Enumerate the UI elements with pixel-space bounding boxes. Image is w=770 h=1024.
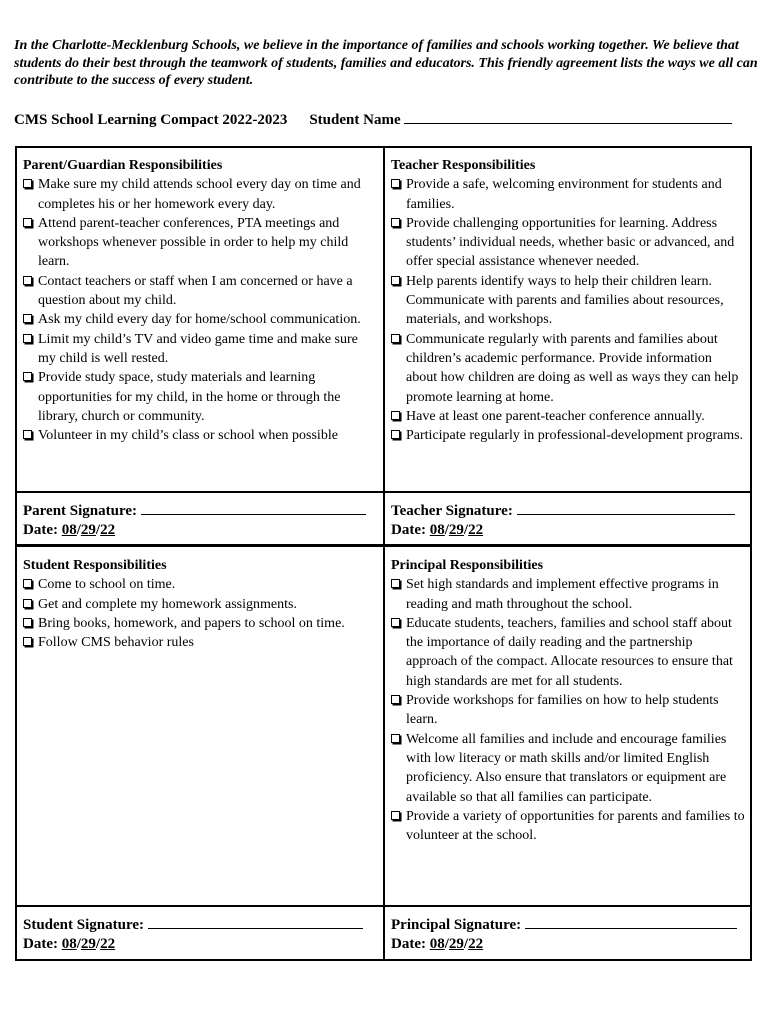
principal-signature-field[interactable]	[525, 916, 737, 929]
checklist-item	[23, 214, 379, 272]
checklist-item-text: Attend parent-teacher conferences, PTA meetings and workshops whenever possible in order to help my child learn.	[38, 215, 349, 270]
student-responsibilities-list	[23, 575, 379, 652]
compact-table	[15, 146, 752, 961]
checklist-item	[23, 614, 379, 633]
checklist-item-text: Provide study space, study materials and learning opportunities for my child, in the home or through the library, church or community.	[38, 370, 341, 424]
checklist-item-text: Bring books, homework, and papers to school on time.	[38, 615, 345, 631]
checklist-item-text: Communicate regularly with parents and families about children’s academic performance. Provide information about how children are doing as well as ways they can help promote learning at home.	[406, 331, 739, 405]
checklist-item	[391, 691, 746, 730]
checklist-item	[23, 330, 379, 369]
parent-responsibilities-cell	[17, 148, 383, 445]
parent-signature-field[interactable]	[141, 502, 366, 515]
checklist-item-text: Come to school on time.	[38, 577, 176, 593]
checklist-item	[391, 426, 746, 445]
checkbox-icon[interactable]	[391, 734, 400, 743]
student-date: Date: 08/29/22	[23, 936, 116, 952]
checklist-item-text: Educate students, teachers, families and school staff about the importance of daily reading and the partnership approach of the compact. Allocate resources to ensure that high standards are met for all students.	[406, 615, 733, 689]
checklist-item-text: Set high standards and implement effective programs in reading and math throughout the school.	[406, 577, 719, 612]
checkbox-icon[interactable]	[23, 314, 32, 323]
checkbox-icon[interactable]	[391, 695, 400, 704]
compact-heading	[14, 111, 759, 129]
parent-date: Date: 08/29/22	[23, 522, 116, 538]
checklist-item-text: Make sure my child attends school every day on time and completes his or her homework every day.	[38, 177, 361, 212]
checklist-item	[391, 575, 746, 614]
checklist-item-text: Provide workshops for families on how to help students learn.	[406, 693, 719, 728]
student-name-field[interactable]	[404, 111, 732, 124]
checklist-item	[23, 595, 379, 614]
student-signature-field[interactable]	[148, 916, 363, 929]
checkbox-icon[interactable]	[23, 637, 32, 646]
checklist-item	[23, 175, 379, 214]
checklist-item	[23, 310, 379, 329]
parent-signature-label: Parent Signature:	[23, 503, 138, 519]
checkbox-icon[interactable]	[391, 579, 400, 588]
checklist-item	[391, 214, 746, 272]
parent-signature-cell	[17, 494, 383, 540]
student-responsibilities-cell	[17, 547, 383, 652]
principal-responsibilities-cell	[385, 547, 750, 845]
checklist-item	[391, 407, 746, 426]
teacher-signature-label: Teacher Signature:	[391, 503, 513, 519]
checkbox-icon[interactable]	[23, 618, 32, 627]
checklist-item-text: Welcome all families and include and encourage families with low literacy or math skills and/or limited English proficiency. Also ensure that translators or equipment are available so that all families can participate.	[406, 731, 727, 805]
checkbox-icon[interactable]	[391, 411, 400, 420]
row-divider	[17, 491, 750, 493]
teacher-responsibilities-list	[391, 175, 746, 445]
student-responsibilities-title: Student Responsibilities	[23, 558, 167, 573]
parent-responsibilities-title: Parent/Guardian Responsibilities	[23, 158, 223, 173]
checklist-item	[23, 272, 379, 311]
principal-responsibilities-title: Principal Responsibilities	[391, 558, 544, 573]
student-signature-label: Student Signature:	[23, 917, 144, 933]
checklist-item-text: Participate regularly in professional-development programs.	[406, 428, 744, 444]
teacher-date: Date: 08/29/22	[391, 522, 484, 538]
checkbox-icon[interactable]	[391, 811, 400, 820]
student-name-label: Student Name	[309, 112, 401, 128]
checklist-item-text: Help parents identify ways to help their children learn. Communicate with parents and families about resources, materials, and workshops.	[406, 273, 724, 328]
principal-responsibilities-list	[391, 575, 746, 845]
checklist-item-text: Get and complete my homework assignments.	[38, 596, 297, 612]
checklist-item	[23, 368, 379, 426]
checkbox-icon[interactable]	[391, 618, 400, 627]
checkbox-icon[interactable]	[23, 276, 32, 285]
teacher-responsibilities-title: Teacher Responsibilities	[391, 158, 536, 173]
checklist-item	[391, 730, 746, 807]
checklist-item	[23, 633, 379, 652]
checklist-item-text: Volunteer in my child’s class or school when possible	[38, 428, 338, 444]
principal-signature-label: Principal Signature:	[391, 917, 522, 933]
checklist-item	[391, 807, 746, 846]
checklist-item-text: Provide challenging opportunities for learning. Address students’ individual needs, whether basic or advanced, and offer special assistance whenever needed.	[406, 215, 735, 270]
checklist-item-text: Follow CMS behavior rules	[38, 635, 194, 651]
checkbox-icon[interactable]	[391, 430, 400, 439]
checkbox-icon[interactable]	[23, 179, 32, 188]
checkbox-icon[interactable]	[391, 334, 400, 343]
checklist-item-text: Contact teachers or staff when I am concerned or have a question about my child.	[38, 273, 353, 309]
checklist-item	[23, 426, 379, 445]
principal-date: Date: 08/29/22	[391, 936, 484, 952]
checkbox-icon[interactable]	[23, 218, 32, 227]
checklist-item	[391, 614, 746, 691]
checkbox-icon[interactable]	[23, 579, 32, 588]
student-signature-cell	[17, 907, 383, 954]
checklist-item	[391, 175, 746, 214]
checklist-item	[23, 575, 379, 594]
teacher-signature-cell	[385, 494, 750, 540]
checkbox-icon[interactable]	[23, 334, 32, 343]
checklist-item-text: Provide a variety of opportunities for parents and families to volunteer at the school.	[406, 808, 745, 844]
checklist-item	[391, 272, 746, 330]
checklist-item-text: Limit my child’s TV and video game time and make sure my child is well rested.	[38, 331, 358, 366]
checklist-item-text: Have at least one parent-teacher conference annually.	[406, 408, 705, 424]
checkbox-icon[interactable]	[23, 430, 32, 439]
checkbox-icon[interactable]	[391, 276, 400, 285]
checkbox-icon[interactable]	[391, 218, 400, 227]
checkbox-icon[interactable]	[23, 599, 32, 608]
checklist-item	[391, 330, 746, 407]
teacher-signature-field[interactable]	[517, 502, 735, 515]
intro-paragraph: In the Charlotte-Mecklenburg Schools, we believe in the importance of families and schools working together. We believe that students do their best through the teamwork of students, families and educators. This friendly agreement lists the ways we all can contribute to the success of every student.	[14, 38, 758, 88]
compact-title: CMS School Learning Compact 2022-2023	[14, 112, 288, 128]
teacher-responsibilities-cell	[385, 148, 750, 445]
checkbox-icon[interactable]	[23, 372, 32, 381]
checkbox-icon[interactable]	[391, 179, 400, 188]
checklist-item-text: Provide a safe, welcoming environment for students and families.	[406, 177, 722, 212]
parent-responsibilities-list	[23, 175, 379, 445]
checklist-item-text: Ask my child every day for home/school communication.	[38, 312, 361, 328]
principal-signature-cell	[385, 907, 750, 954]
